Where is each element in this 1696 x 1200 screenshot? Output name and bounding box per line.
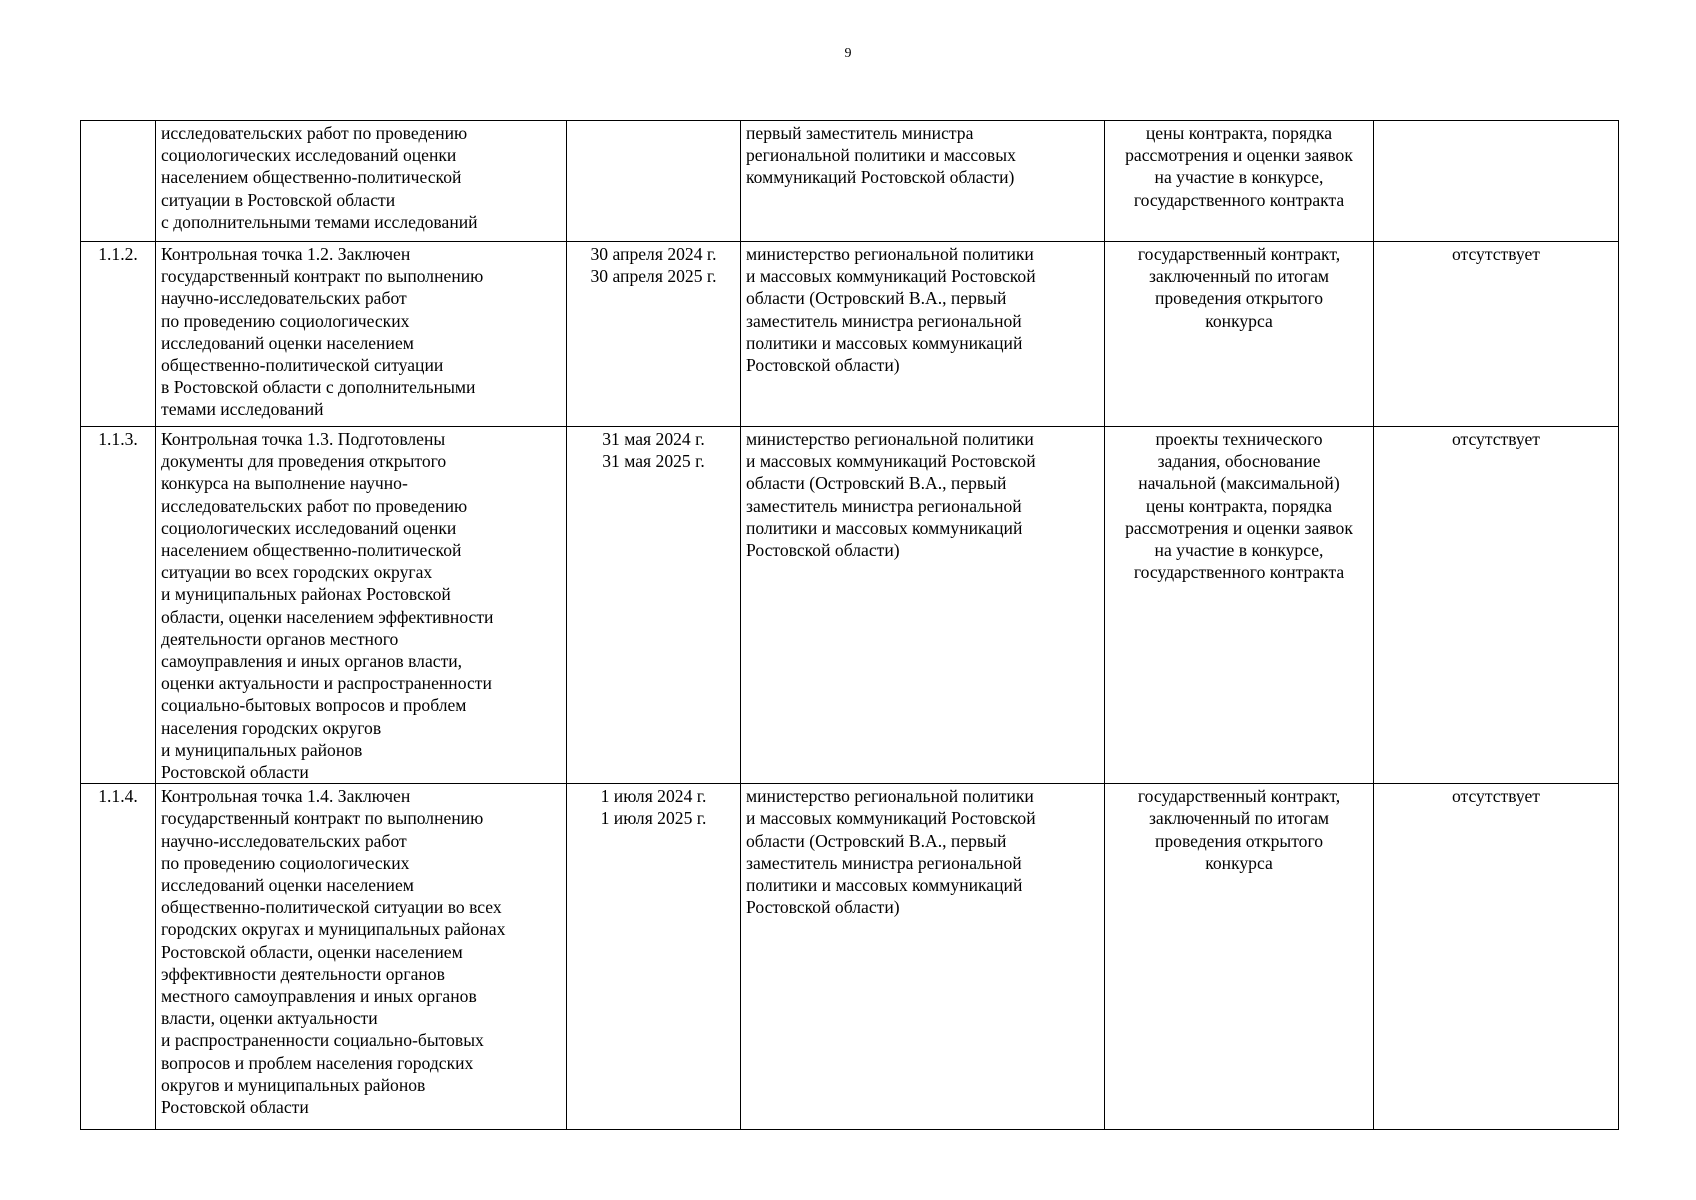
page-number: 9 — [844, 46, 852, 61]
documents-line: задания, обоснование — [1157, 451, 1321, 472]
documents-line: конкурса — [1205, 852, 1273, 873]
description-line: Ростовской области — [161, 762, 309, 783]
documents-line: государственный контракт, — [1137, 244, 1341, 264]
deadline-cell — [567, 784, 741, 1130]
description-line: Ростовской области — [161, 1097, 309, 1118]
responsible-cell — [741, 121, 1105, 242]
documents-cell — [1105, 784, 1374, 1130]
responsible-line: области (Островский В.А., первый — [746, 473, 1007, 494]
deadline-cell — [567, 242, 741, 427]
description-line: ситуации в Ростовской области — [161, 189, 396, 210]
description-line: исследовательских работ по проведению — [161, 495, 468, 516]
deadline-line: 1 июля 2024 г. — [600, 786, 707, 807]
responsible-cell — [741, 242, 1105, 427]
description-line: государственный контракт по выполнению — [161, 266, 484, 287]
row-number-text: 1.1.3. — [98, 429, 138, 449]
responsible-line: министерство региональной политики — [746, 786, 1034, 807]
documents-line: проведения открытого — [1154, 288, 1324, 309]
responsible-line: региональной политики и массовых — [746, 145, 1016, 166]
description-cell — [156, 784, 567, 1130]
description-line: и муниципальных районах Ростовской — [161, 584, 451, 605]
responsible-line: области (Островский В.А., первый — [746, 830, 1007, 851]
description-line: по проведению социологических — [161, 852, 410, 873]
documents-line: государственного контракта — [1133, 562, 1345, 583]
table-row — [81, 784, 1619, 1130]
responsible-line: коммуникаций Ростовской области) — [746, 167, 1015, 188]
description-line: исследований оценки населением — [161, 332, 414, 353]
control-points-table — [80, 120, 1619, 1130]
description-cell — [156, 121, 567, 242]
note-cell — [1374, 242, 1619, 427]
description-line: социологических исследований оценки — [161, 145, 457, 166]
row-number-cell — [81, 242, 156, 427]
description-line: населения городских округов — [161, 717, 382, 738]
description-cell — [156, 242, 567, 427]
documents-line: начальной (максимальной) — [1138, 473, 1340, 494]
responsible-line: первый заместитель министра — [746, 123, 974, 143]
description-line: научно-исследовательских работ — [161, 830, 407, 851]
description-line: Контрольная точка 1.2. Заключен — [161, 244, 411, 264]
description-line: и распространенности социально-бытовых — [161, 1030, 484, 1051]
description-line: деятельности органов местного — [161, 628, 399, 649]
documents-line: цены контракта, порядка — [1145, 495, 1333, 516]
documents-line: заключенный по итогам — [1148, 266, 1330, 287]
documents-line: цены контракта, порядка — [1145, 123, 1333, 143]
responsible-line: области (Островский В.А., первый — [746, 288, 1007, 309]
note-cell — [1374, 784, 1619, 1130]
documents-cell — [1105, 242, 1374, 427]
description-line: общественно-политической ситуации — [161, 355, 444, 376]
table-row — [81, 121, 1619, 242]
description-line: государственный контракт по выполнению — [161, 808, 484, 829]
documents-cell — [1105, 121, 1374, 242]
description-line: социологических исследований оценки — [161, 517, 457, 538]
description-line: области, оценки населением эффективности — [161, 606, 494, 627]
description-line: населением общественно-политической — [161, 167, 462, 188]
description-line: населением общественно-политической — [161, 540, 462, 561]
note-text: отсутствует — [1451, 244, 1540, 264]
responsible-line: Ростовской области) — [746, 897, 900, 918]
description-line: социально-бытовых вопросов и проблем — [161, 695, 467, 716]
description-line: местного самоуправления и иных органов — [161, 986, 477, 1007]
responsible-line: и массовых коммуникаций Ростовской — [746, 808, 1036, 829]
deadline-line: 1 июля 2025 г. — [600, 808, 707, 829]
note-text: отсутствует — [1451, 429, 1540, 449]
deadline-line: 31 мая 2025 г. — [602, 451, 705, 472]
description-line: эффективности деятельности органов — [161, 963, 445, 984]
deadline-line: 31 мая 2024 г. — [602, 429, 705, 449]
responsible-line: и массовых коммуникаций Ростовской — [746, 451, 1036, 472]
row-number-text: 1.1.2. — [98, 244, 138, 264]
note-text: отсутствует — [1451, 786, 1540, 807]
description-line: оценки актуальности и распространенности — [161, 673, 492, 694]
description-line: в Ростовской области с дополнительными — [161, 377, 476, 398]
description-line: темами исследований — [161, 399, 324, 420]
responsible-line: министерство региональной политики — [746, 429, 1034, 449]
description-line: самоуправления и иных органов власти, — [161, 651, 463, 672]
responsible-line: политики и массовых коммуникаций — [746, 875, 1023, 896]
documents-line: проведения открытого — [1154, 830, 1324, 851]
documents-line: на участие в конкурсе, — [1154, 540, 1324, 561]
description-line: по проведению социологических — [161, 310, 410, 331]
responsible-line: заместитель министра региональной — [746, 495, 1022, 516]
responsible-line: заместитель министра региональной — [746, 852, 1022, 873]
description-line: ситуации во всех городских округах — [161, 562, 433, 583]
row-number-cell — [81, 427, 156, 784]
description-line: исследований оценки населением — [161, 875, 414, 896]
responsible-line: министерство региональной политики — [746, 244, 1034, 264]
deadline-cell — [567, 121, 741, 242]
note-cell — [1374, 121, 1619, 242]
row-number-cell — [81, 121, 156, 242]
responsible-line: заместитель министра региональной — [746, 310, 1022, 331]
documents-line: заключенный по итогам — [1148, 808, 1330, 829]
table-row — [81, 427, 1619, 784]
description-line: вопросов и проблем населения городских — [161, 1052, 474, 1073]
description-line: и муниципальных районов — [161, 739, 363, 760]
description-line: Ростовской области, оценки населением — [161, 941, 463, 962]
deadline-line: 30 апреля 2024 г. — [590, 244, 717, 264]
documents-line: государственного контракта — [1133, 189, 1345, 210]
description-line: Контрольная точка 1.3. Подготовлены — [161, 429, 446, 449]
description-line: Контрольная точка 1.4. Заключен — [161, 786, 411, 807]
documents-line: рассмотрения и оценки заявок — [1125, 517, 1353, 538]
description-cell — [156, 427, 567, 784]
description-line: конкурса на выполнение научно- — [161, 473, 408, 494]
responsible-line: Ростовской области) — [746, 355, 900, 376]
responsible-line: политики и массовых коммуникаций — [746, 517, 1023, 538]
description-line: городских округах и муниципальных районах — [161, 919, 506, 940]
documents-line: государственный контракт, — [1137, 786, 1341, 807]
responsible-line: и массовых коммуникаций Ростовской — [746, 266, 1036, 287]
responsible-line: Ростовской области) — [746, 540, 900, 561]
documents-cell — [1105, 427, 1374, 784]
row-number-text: 1.1.4. — [98, 786, 138, 807]
deadline-cell — [567, 427, 741, 784]
responsible-cell — [741, 427, 1105, 784]
row-number-cell — [81, 784, 156, 1130]
responsible-line: политики и массовых коммуникаций — [746, 332, 1023, 353]
description-line: научно-исследовательских работ — [161, 288, 407, 309]
description-line: власти, оценки актуальности — [161, 1008, 378, 1029]
documents-line: рассмотрения и оценки заявок — [1125, 145, 1353, 166]
table-row — [81, 242, 1619, 427]
responsible-cell — [741, 784, 1105, 1130]
description-line: общественно-политической ситуации во всех — [161, 897, 502, 918]
deadline-line: 30 апреля 2025 г. — [590, 266, 717, 287]
description-line: округов и муниципальных районов — [161, 1074, 426, 1095]
description-line: с дополнительными темами исследований — [161, 211, 478, 232]
documents-line: проекты технического — [1155, 429, 1323, 449]
documents-line: конкурса — [1205, 310, 1273, 331]
description-line: исследовательских работ по проведению — [161, 123, 468, 143]
description-line: документы для проведения открытого — [161, 451, 447, 472]
note-cell — [1374, 427, 1619, 784]
documents-line: на участие в конкурсе, — [1154, 167, 1324, 188]
